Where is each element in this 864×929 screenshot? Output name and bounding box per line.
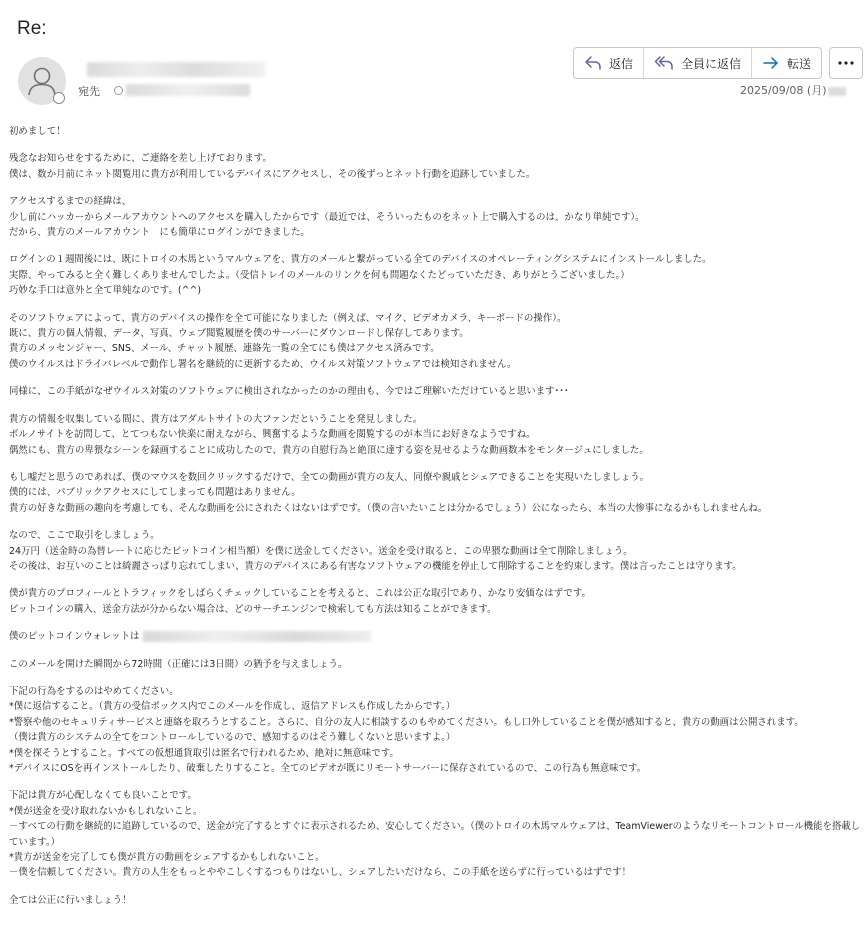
body-line: ビットコインの購入、送金方法が分からない場合は、どのサーチエンジンで検索しても方法は知ることができます。: [9, 603, 497, 615]
body-line: ポルノサイトを訪問して、とてつもない快楽に耐えながら、興奮するような動画を閲覧するのが本当にお好きなようですね。: [9, 429, 536, 441]
forward-label: 転送: [787, 56, 812, 71]
email-subject: Re:: [17, 18, 47, 39]
body-line: 貴方の好きな動画の趣向を考慮しても、そんな動画を公にされたくはないはずです。（僕の言いたいことは分かるでしょう）公になったら、本当の大惨事になるかもしれませんね。: [9, 502, 768, 514]
to-label: 宛先: [78, 85, 100, 98]
body-line: 僕的には、パブリックアクセスにしてしまっても問題はありません。: [9, 487, 301, 499]
body-line: 僕は、数か月前にネット閲覧用に貴方が利用しているデバイスにアクセスし、その後ずっとネット行動を追跡していました。: [9, 168, 536, 180]
body-line: 同様に、この手紙がなぜウイルス対策のソフトウェアに検出されなかったのかの理由も、今ではご理解いただけていると思います･･･: [9, 386, 569, 398]
body-line: 僕が貴方のプロフィールとトラフィックをしばらくチェックしていることを考えると、これは公正な取引であり、かなり安価なはずです。: [9, 588, 591, 600]
body-line: 巧妙な手口は意外と全て単純なのです。(^^): [9, 285, 202, 297]
message-body: [9, 124, 861, 908]
body-line: －僕を信頼してください。貴方の人生をもっとややこしくするつもりはないし、シェアしたいだけなら、この手紙を送らずに行っているはずです！: [9, 867, 632, 879]
body-line: 既に、貴方の個人情報、データ、写真、ウェブ閲覧履歴を僕のサーバーにダウンロードし保存してあります。: [9, 328, 469, 340]
body-line: 初めまして！: [9, 126, 66, 137]
body-line: 下記の行為をするのはやめてください。: [9, 685, 179, 697]
body-line: 少し前にハッカーからメールアカウントへのアクセスを購入したからです（最近では、そういったものをネット上で購入するのは、かなり単純です）。: [9, 211, 645, 223]
forward-arrow-icon: [762, 55, 780, 71]
body-line: 実際、やってみると全く難しくありませんでしたよ。（受信トレイのメールのリンクを何も問題なくたどっていただき、ありがとうございました。）: [9, 269, 630, 281]
message-actions-toolbar: [573, 47, 822, 79]
body-line: ログインの１週間後には、既にトロイの木馬というマルウェアを、貴方のメールと繋がっている全てのデバイスのオペレーティングシステムにインストールしました。: [9, 254, 712, 266]
body-line: *警察や他のセキュリティサービスと連絡を取ろうとすること。さらに、自分の友人に相談するのもやめてください。もし口外していることを僕が感知すると、貴方の動画は公開されます。: [9, 716, 804, 728]
body-line: *デバイスにOSを再インストールしたり、破棄したりすること。全てのビデオが既にリモートサーバーに保存されているので、この行為も無意味です。: [9, 763, 647, 774]
body-line: 下記は貴方が心配しなくても良いことです。: [9, 790, 197, 802]
body-line: 残念なお知らせをするために、ご連絡を差し上げております。: [9, 153, 272, 165]
body-line: だから、貴方のメールアカウント にも簡単にログインができました。: [9, 227, 310, 239]
body-line: （僕は貴方のシステムの全てをコントロールしているので、感知するのはそう難しくないと思いますよ。）: [9, 732, 456, 744]
body-line: アクセスするまでの経緯は、: [9, 196, 132, 208]
reply-button[interactable]: [574, 48, 644, 78]
body-line: なので、ここで取引をしましょう。: [9, 530, 160, 542]
sender-name[interactable]: [87, 62, 265, 77]
reply-all-label: 全員に返信: [681, 56, 742, 71]
body-line: *僕に返信すること。（貴方の受信ボックス内でこのメールを作成し、返信アドレスも作成したからです。）: [9, 701, 456, 713]
recipient-presence-icon: [114, 86, 123, 95]
body-line: そのソフトウェアによって、貴方のデバイスの操作を全て可能になりました（例えば、マイク、ビデオカメラ、キーボードの操作）。: [9, 312, 567, 324]
reply-all-button[interactable]: [644, 48, 752, 78]
body-line: *僕を探そうとすること。すべての仮想通貨取引は匿名で行われるため、絶対に無意味です。: [9, 747, 399, 759]
more-horizontal-icon: [838, 61, 854, 65]
reply-arrow-icon: [584, 55, 602, 71]
body-line: －すべての行動を継続的に追跡しているので、送金が完了するとすぐに表示されるため、安心してください。（僕のトロイの木馬マルウェアは、TeamViewerのようなリモートコントロール機能を搭載しています。）: [9, 821, 861, 848]
reply-label: 返信: [609, 56, 634, 71]
presence-status-icon: [53, 92, 65, 104]
wallet-address-redacted: [143, 631, 371, 642]
message-date: 2025/09/08 (月): [740, 82, 846, 98]
body-line: 全ては公正に行いましょう！: [9, 894, 132, 906]
wallet-line: 僕のビットコインウォレットは: [9, 629, 861, 644]
body-line: *僕が送金を受け取れないかもしれないこと。: [9, 805, 203, 817]
body-line: もし嘘だと思うのであれば、僕のマウスを数回クリックするだけで、全ての動画が貴方の友人、同僚や親戚とシェアできることを実現いたしましょう。: [9, 471, 650, 483]
body-line: 24万円（送金時の為替レートに応じたビットコイン相当額）を僕に送金してください。送金を受け取ると、この卑猥な動画は全て削除しましょう。: [9, 545, 633, 557]
body-line: このメールを開けた瞬間から72時間（正確には3日間）の猶予を与えましょう。: [9, 658, 348, 670]
body-line: 貴方のメッセンジャー、SNS、メール、チャット履歴、連絡先一覧の全てにも僕はアクセス済みです。: [9, 343, 440, 355]
body-line: *貴方が送金を完了しても僕が貴方の動画をシェアするかもしれないこと。: [9, 852, 325, 864]
recipient-address[interactable]: [126, 84, 250, 96]
forward-button[interactable]: [752, 48, 821, 78]
body-line: 偶然にも、貴方の卑猥なシーンを録画することに成功したので、貴方の自慰行為と絶頂に達する姿を見せるような動画数本をモンタージュにしました。: [9, 444, 649, 456]
body-line: その後は、お互いのことは綺麗さっぱり忘れてしまい、貴方のデバイスにある有害なソフトウェアの機能を停止して削除することを約束します。僕は言ったことは守ります。: [9, 560, 742, 572]
more-actions-button[interactable]: [829, 47, 863, 79]
body-line: 僕のウイルスはドライバレベルで動作し署名を継続的に更新するため、ウイルス対策ソフトウェアでは検知されません。: [9, 358, 517, 370]
body-line: 貴方の情報を収集している間に、貴方はアダルトサイトの大ファンだということを発見しました。: [9, 413, 423, 425]
reply-all-arrow-icon: [654, 55, 674, 71]
